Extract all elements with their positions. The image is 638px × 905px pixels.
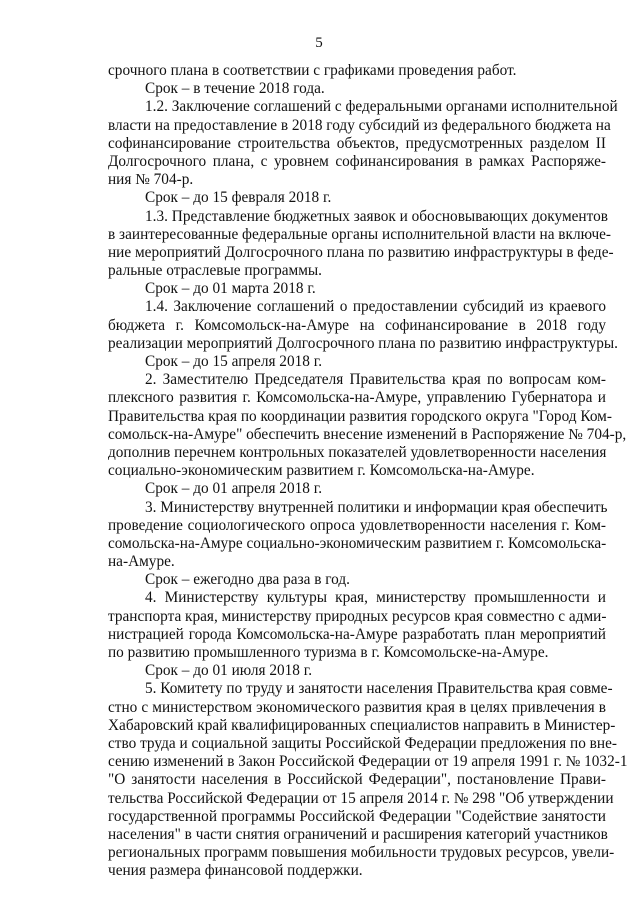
text-line: в заинтересованные федеральные органы исполнительной власти на включе-: [108, 225, 612, 243]
text-line: "О занятости населения в Российской Федерации", постановление Прави-: [108, 771, 606, 789]
deadline-line: Срок – до 01 апреля 2018 г.: [145, 480, 323, 498]
text-line: Долгосрочного плана, с уровнем софинансирования в рамках Распоряже-: [108, 152, 606, 170]
text-line: тельства Российской Федерации от 15 апреля 2014 г. № 298 "Об утверждении: [108, 789, 614, 807]
deadline-line: Срок – до 15 февраля 2018 г.: [145, 189, 332, 207]
page-number: 5: [315, 35, 323, 51]
text-line: ральные отраслевые программы.: [108, 262, 322, 280]
text-line: софинансирование строительства объектов, предусмотренных разделом II: [108, 134, 606, 152]
text-line: власти на предоставление в 2018 году субсидий из федерального бюджета на: [108, 116, 611, 134]
text-line: срочного плана в соответствии с графиками проведения работ.: [108, 62, 517, 79]
text-line: ние мероприятий Долгосрочного плана по развитию инфраструктуры в феде-: [108, 243, 614, 261]
text-line: нистрацией города Комсомольска-на-Амуре разработать план мероприятий: [108, 625, 606, 643]
text-line: региональных программ повышения мобильности трудовых ресурсов, увели-: [108, 844, 615, 862]
deadline-line: Срок – до 01 марта 2018 г.: [145, 280, 316, 298]
text-line: ство труда и социальной защиты Российской Федерации предложения по вне-: [108, 734, 617, 752]
text-line: по развитию промышленного туризма в г. Комсомольске-на-Амуре.: [108, 644, 549, 661]
text-line: населения" в части снятия ограничений и расширения категорий участников: [108, 825, 608, 843]
deadline-line: Срок – до 01 июля 2018 г.: [145, 662, 313, 680]
text-line: 4. Министерству культуры края, министерству промышленности и: [145, 589, 606, 607]
text-line: 1.3. Представление бюджетных заявок и обосновывающих документов: [145, 207, 608, 225]
text-line: чения размера финансовой поддержки.: [108, 862, 363, 880]
deadline-line: Срок – в течение 2018 года.: [145, 80, 325, 98]
text-line: проведение социологического опроса удовлетворенности населения г. Ком-: [108, 516, 606, 534]
text-line: 1.2. Заключение соглашений с федеральными органами исполнительной: [145, 98, 618, 116]
deadline-line: Срок – ежегодно два раза в год.: [145, 571, 350, 589]
text-line: сомольск-на-Амуре" обеспечить внесение изменений в Распоряжение № 704-р,: [108, 425, 627, 443]
text-line: дополнив перечнем контрольных показателей удовлетворенности населения: [108, 443, 607, 461]
text-line: социально-экономическим развитием г. Комсомольска-на-Амуре.: [108, 462, 535, 480]
text-line: Правительства края по координации развития городского округа "Город Ком-: [108, 407, 612, 425]
text-line: ния № 704-р.: [108, 171, 194, 189]
text-line: сомольска-на-Амуре социально-экономическим развитием г. Комсомольска-: [108, 534, 607, 552]
text-line: Хабаровский край квалифицированных специалистов направить в Министер-: [108, 716, 616, 734]
text-line: реализации мероприятий Долгосрочного плана по развитию инфраструктуры.: [108, 334, 618, 352]
text-line: государственной программы Российской Федерации "Содействие занятости: [108, 807, 606, 825]
text-line: бюджета г. Комсомольск-на-Амуре на софинансирование в 2018 году: [108, 316, 606, 334]
text-line: 2. Заместителю Председателя Правительства края по вопросам ком-: [145, 371, 606, 389]
text-line: 5. Комитету по труду и занятости населения Правительства края совме-: [145, 680, 613, 698]
text-line: транспорта края, министерству природных ресурсов края совместно с адми-: [108, 607, 607, 625]
deadline-line: Срок – до 15 апреля 2018 г.: [145, 353, 323, 370]
text-line: стно с министерством экономического развития края в целях привлечения в: [108, 698, 606, 716]
text-line: плексного развития г. Комсомольска-на-Амуре, управлению Губернатора и: [108, 389, 606, 407]
text-line: на-Амуре.: [108, 553, 175, 571]
document-body: [108, 62, 628, 880]
text-line: сению изменений в Закон Российской Федерации от 19 апреля 1991 г. № 1032-1: [108, 753, 628, 771]
text-line: 3. Министерству внутренней политики и информации края обеспечить: [145, 498, 608, 516]
text-line: 1.4. Заключение соглашений о предоставлении субсидий из краевого: [145, 298, 606, 316]
